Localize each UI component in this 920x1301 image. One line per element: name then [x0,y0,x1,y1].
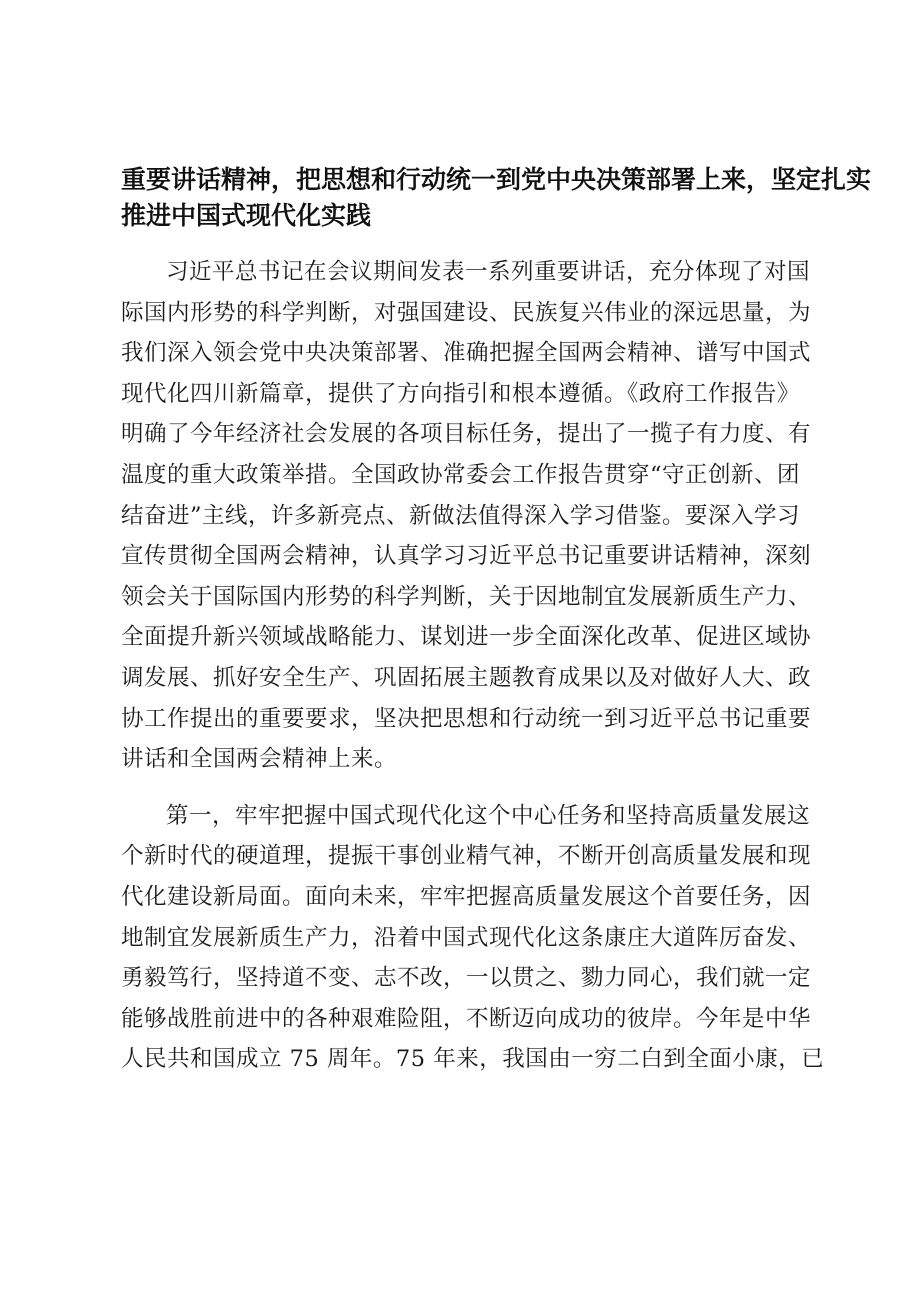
paragraph-line: 第一，牢牢把握中国式现代化这个中心任务和坚持高质量发展这 [166,802,811,829]
paragraph-line: 人民共和国成立 75 周年。75 年来，我国由一穷二白到全面小康，已 [121,1046,825,1073]
paragraph-line: 我们深入领会党中央决策部署、准确把握全国两会精神、谱写中国式 [121,340,812,367]
paragraph-line: 全面提升新兴领域战略能力、谋划进一步全面深化改革、促进区域协 [121,624,812,651]
heading-line-2: 推进中国式现代化实践 [121,201,372,230]
paragraph-line: 宣传贯彻全国两会精神，认真学习习近平总书记重要讲话精神，深刻 [121,543,812,570]
paragraph-2 [121,796,825,1080]
section-heading [121,162,872,234]
paragraph-line: 领会关于国际国内形势的科学判断，关于因地制宜发展新质生产力、 [121,583,812,610]
paragraph-line: 调发展、抓好安全生产、巩固拓展主题教育成果以及对做好人大、政 [121,664,812,691]
paragraph-line: 个新时代的硬道理，提振干事创业精气神，不断开创高质量发展和现 [121,843,812,870]
paragraph-1 [121,252,814,780]
paragraph-line: 现代化四川新篇章，提供了方向指引和根本遵循。《政府工作报告》 [121,380,800,407]
paragraph-line: 勇毅笃行，坚持道不变、志不改，一以贯之、勠力同心，我们就一定 [121,965,812,992]
paragraph-line: 地制宜发展新质生产力，沿着中国式现代化这条康庄大道阵厉奋发、 [121,924,812,951]
paragraph-line: 讲话和全国两会精神上来。 [121,746,398,773]
paragraph-line: 习近平总书记在会议期间发表一系列重要讲话，充分体现了对国 [166,259,811,285]
paragraph-line: 明确了今年经济社会发展的各项目标任务，提出了一揽子有力度、有 [121,421,812,448]
paragraph-line: 能够战胜前进中的各种艰难险阻，不断迈向成功的彼岸。今年是中华 [121,1005,812,1032]
paragraph-line: 际国内形势的科学判断，对强国建设、民族复兴伟业的深远思量，为 [121,299,812,326]
heading-line-1: 重要讲话精神，把思想和行动统一到党中央决策部署上来，坚定扎实 [121,165,872,194]
paragraph-line: 代化建设新局面。面向未来，牢牢把握高质量发展这个首要任务，因 [121,883,812,910]
paragraph-line: 结奋进”主线，许多新亮点、新做法值得深入学习借鉴。要深入学习 [121,502,801,529]
paragraph-line: 协工作提出的重要要求，坚决把思想和行动统一到习近平总书记重要 [121,705,812,732]
paragraph-line: 温度的重大政策举措。全国政协常委会工作报告贯穿“守正创新、团 [121,461,801,488]
